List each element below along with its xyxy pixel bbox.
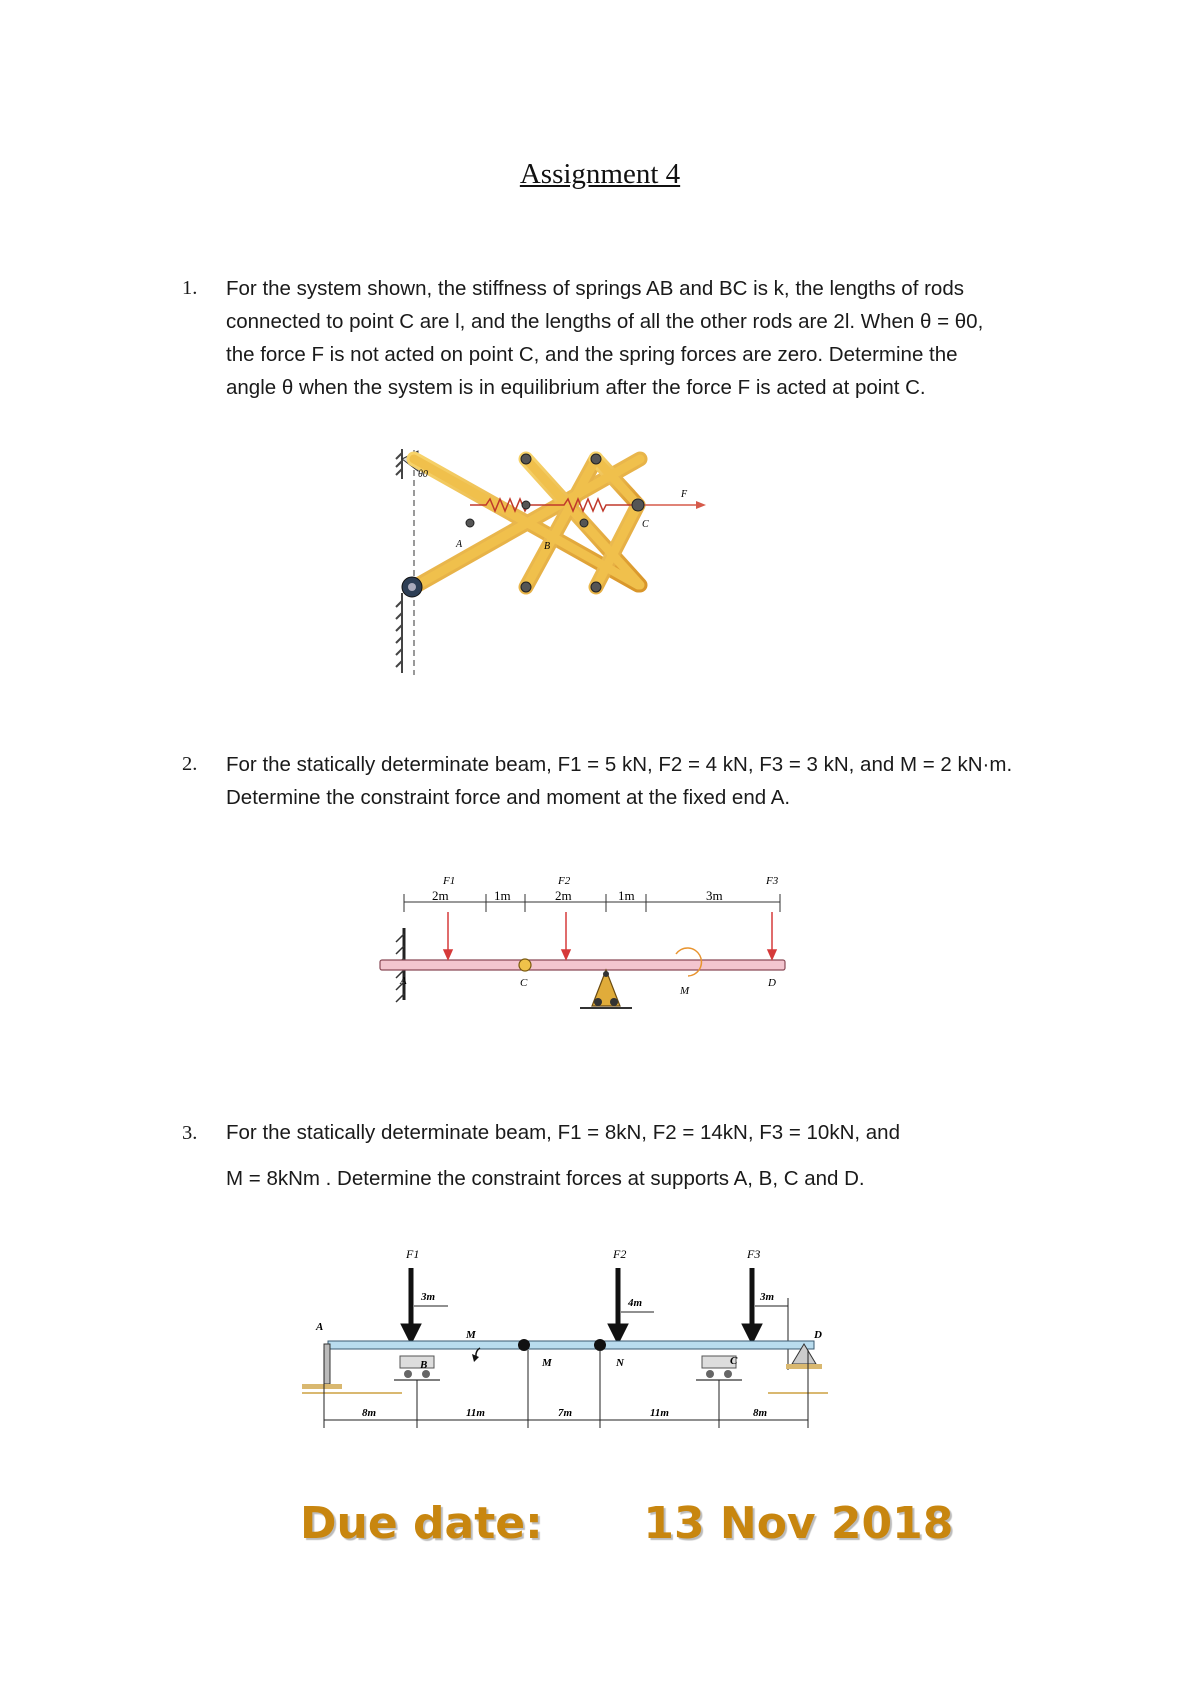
- point-b-label: B: [420, 1359, 428, 1371]
- dimension-label: 4m: [628, 1297, 643, 1309]
- scissor-mechanism-figure: [400, 445, 780, 690]
- ground-strip: [768, 1392, 828, 1394]
- point-d-label: D: [768, 977, 776, 989]
- due-date: [300, 1498, 953, 1549]
- wall-hatch-top: [396, 449, 402, 479]
- load-arrows: [401, 1268, 762, 1344]
- question-line: M = 8kNm . Determine the constraint forces at supports A, B, C and D.: [226, 1167, 865, 1190]
- dimension-label: 2m: [432, 888, 449, 903]
- wall-hatch-bottom: [396, 593, 402, 673]
- f3-arrowhead: [768, 950, 776, 959]
- question-line: connected to point C are l, and the lengths of all the other rods are 2l. When θ = θ0,: [226, 310, 984, 333]
- span-label: 11m: [466, 1407, 485, 1419]
- point-c-label: C: [642, 519, 649, 530]
- force-f-label: F: [681, 489, 688, 500]
- moment-m-label: M: [466, 1329, 476, 1341]
- dimension-label: 2m: [555, 888, 572, 903]
- hinge-n: [594, 1339, 606, 1351]
- point-d-label: D: [814, 1329, 822, 1341]
- hinge-m-label: M: [542, 1357, 552, 1369]
- rods-highlight: [414, 459, 640, 587]
- span-label: 8m: [753, 1407, 768, 1419]
- question-number: 2.: [182, 753, 198, 775]
- support-pin: [603, 971, 609, 977]
- moment-m-label: M: [680, 985, 690, 997]
- load-f2-label: F2: [613, 1247, 627, 1261]
- question-line: the force F is not acted on point C, and the spring forces are zero. Determine the: [226, 343, 958, 366]
- question-number: 1.: [182, 277, 198, 299]
- question-1: [182, 272, 1032, 404]
- question-number: 3.: [182, 1122, 198, 1144]
- load-f3-label: F3: [747, 1247, 761, 1261]
- point-a-label: A: [456, 539, 463, 550]
- span-label: 7m: [558, 1407, 573, 1419]
- f2-arrowhead: [562, 950, 570, 959]
- hinge-n-label: N: [616, 1357, 624, 1369]
- dimension-line: [404, 894, 780, 912]
- load-arrows: [444, 912, 776, 959]
- due-date-value: 13 Nov 2018: [643, 1498, 954, 1549]
- fixed-beam-figure: [370, 868, 810, 1018]
- question-line: For the statically determinate beam, F1 = 8kN, F2 = 14kN, F3 = 10kN, and: [226, 1121, 900, 1144]
- hinge-m: [518, 1339, 530, 1351]
- question-line: angle θ when the system is in equilibrium after the force F is acted at point C.: [226, 376, 926, 399]
- roller-center: [408, 583, 416, 591]
- support-a: [324, 1344, 330, 1384]
- f1-arrowhead: [444, 950, 452, 959]
- dimension-label: 3m: [706, 888, 723, 903]
- multi-span-beam-figure: [316, 1240, 918, 1452]
- page-title: Assignment 4: [519, 158, 681, 190]
- question-line: For the system shown, the stiffness of springs AB and BC is k, the lengths of rods: [226, 277, 964, 300]
- load-f3-label: F3: [766, 875, 779, 887]
- point-a-label: A: [400, 975, 407, 987]
- dimension-label: 3m: [760, 1291, 775, 1303]
- point-b-label: B: [544, 541, 551, 552]
- force-arrowhead: [696, 501, 706, 509]
- roller-support-b: [394, 1356, 440, 1380]
- question-line: Determine the constraint force and moment at the fixed end A.: [226, 786, 791, 809]
- point-a-label: A: [316, 1321, 324, 1333]
- load-f1-label: F1: [443, 875, 456, 887]
- point-c-label: C: [520, 977, 528, 989]
- support-roller: [610, 998, 618, 1006]
- ground-a: [302, 1384, 342, 1389]
- dimension-label: 3m: [421, 1291, 436, 1303]
- dimension-label: 1m: [618, 888, 635, 903]
- dimension-label: 1m: [494, 888, 511, 903]
- hinge-c: [519, 959, 531, 971]
- beam: [380, 960, 785, 970]
- span-label: 11m: [650, 1407, 669, 1419]
- beam: [328, 1341, 814, 1349]
- ground-strip: [302, 1392, 402, 1394]
- theta-label: θ0: [418, 469, 428, 480]
- span-label: 8m: [362, 1407, 377, 1419]
- load-f2-label: F2: [558, 875, 571, 887]
- question-2: [182, 748, 1032, 814]
- question-line: For the statically determinate beam, F1 = 5 kN, F2 = 4 kN, F3 = 3 kN, and M = 2 kN·m.: [226, 753, 1013, 776]
- due-date-label: Due date:: [300, 1498, 543, 1549]
- question-3: [182, 1110, 1032, 1202]
- point-c-label: C: [730, 1355, 738, 1367]
- support-roller: [594, 998, 602, 1006]
- load-f1-label: F1: [406, 1247, 420, 1261]
